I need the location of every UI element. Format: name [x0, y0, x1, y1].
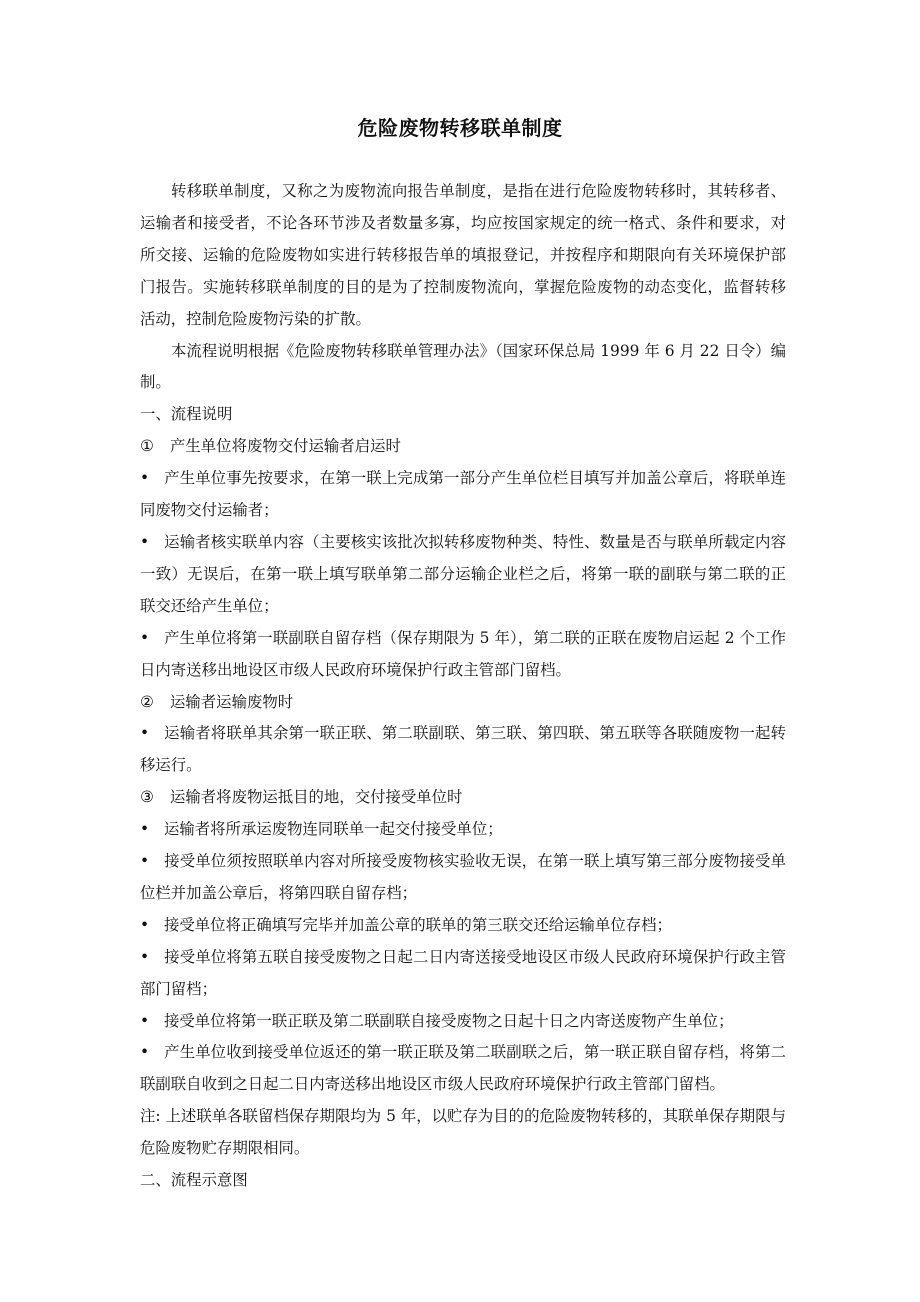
- list-item-text: 接受单位须按照联单内容对所接受废物核实验收无误，在第一联上填写第三部分废物接受单位栏并加盖公章后，将第四联自留存档；: [140, 852, 786, 902]
- list-item: [140, 1006, 786, 1038]
- bullet-icon: •: [140, 915, 150, 934]
- list-item-text: 运输者将所承运废物连同联单一起交付接受单位；: [164, 820, 503, 839]
- section-heading-process-description: 一、流程说明: [140, 405, 233, 424]
- list-item-text: 运输者核实联单内容（主要核实该批次拟转移废物种类、特性、数量是否与联单所载定内容一致）无误后，在第一联上填写联单第二部分运输企业栏之后，将第一联的副联与第二联的正联交还给产生单位；: [140, 532, 786, 615]
- step-heading: [140, 782, 786, 814]
- step-number: ①: [140, 437, 154, 456]
- list-item: [140, 623, 786, 687]
- list-item: [140, 846, 786, 910]
- list-item: [140, 910, 786, 942]
- step-number: ③: [140, 788, 154, 807]
- list-item-text: 接受单位将第一联正联及第二联副联自接受废物之日起十日之内寄送废物产生单位；: [164, 1011, 734, 1030]
- bullet-icon: •: [140, 628, 150, 647]
- list-item-text: 产生单位收到接受单位返还的第一联正联及第二联副联之后，第一联正联自留存档，将第二联副联自收到之日起二日内寄送移出地设区市级人民政府环境保护行政主管部门留档。: [140, 1043, 786, 1094]
- bullet-icon: •: [140, 1011, 150, 1030]
- step-label: 产生单位将废物交付运输者启运时: [170, 437, 401, 456]
- step-heading: [140, 687, 786, 719]
- bullet-icon: •: [140, 469, 150, 488]
- list-item-text: 产生单位事先按要求，在第一联上完成第一部分产生单位栏目填写并加盖公章后，将联单连同废物交付运输者；: [140, 469, 786, 520]
- bullet-icon: •: [140, 1043, 150, 1062]
- list-item-text: 接受单位将正确填写完毕并加盖公章的联单的第三联交还给运输单位存档；: [164, 915, 672, 934]
- list-item-text: 接受单位将第五联自接受废物之日起二日内寄送接受地设区市级人民政府环境保护行政主管部门留档；: [140, 947, 786, 998]
- list-item: [140, 718, 786, 782]
- step-label: 运输者运输废物时: [170, 692, 294, 711]
- list-item: [140, 942, 786, 1006]
- bullet-icon: •: [140, 724, 150, 743]
- intro-paragraph-source: 本流程说明根据《危险废物转移联单管理办法》（国家环保总局 1999 年 6 月 22 日令）编制。: [140, 341, 786, 392]
- list-item-text: 产生单位将第一联副联自留存档（保存期限为 5 年），第二联的正联在废物启运起 2 个工作日内寄送移出地设区市级人民政府环境保护行政主管部门留档。: [140, 628, 786, 679]
- section-heading-flow-diagram: 二、流程示意图: [140, 1171, 248, 1190]
- bullet-icon: •: [140, 947, 150, 966]
- document-body: [140, 176, 786, 1197]
- retention-note: 注: 上述联单各联留档保存期限均为 5 年，以贮存为目的的危险废物转移的，其联单保存期限与危险废物贮存期限相同。: [140, 1107, 786, 1158]
- list-item-text: 运输者将联单其余第一联正联、第二联副联、第三联、第四联、第五联等各联随废物一起转移运行。: [140, 724, 786, 775]
- list-item: [140, 1037, 786, 1101]
- intro-paragraph: 转移联单制度，又称之为废物流向报告单制度，是指在进行危险废物转移时，其转移者、运输者和接受者，不论各环节涉及者数量多寡，均应按国家规定的统一格式、条件和要求，对所交接、运输的危险废物如实进行转移报告单的填报登记，并按程序和期限向有关环境保护部门报告。实施转移联单制度的目的是为了控制废物流向，掌握危险废物的动态变化，监督转移活动，控制危险废物污染的扩散。: [140, 182, 786, 328]
- document-title: 危险废物转移联单制度: [357, 116, 563, 140]
- bullet-icon: •: [140, 852, 150, 871]
- step-number: ②: [140, 692, 154, 711]
- list-item: [140, 463, 786, 527]
- bullet-icon: •: [140, 532, 150, 551]
- step-label: 运输者将废物运抵目的地，交付接受单位时: [170, 788, 463, 807]
- bullet-icon: •: [140, 820, 150, 839]
- list-item: [140, 814, 786, 846]
- list-item: [140, 527, 786, 623]
- step-heading: [140, 431, 786, 463]
